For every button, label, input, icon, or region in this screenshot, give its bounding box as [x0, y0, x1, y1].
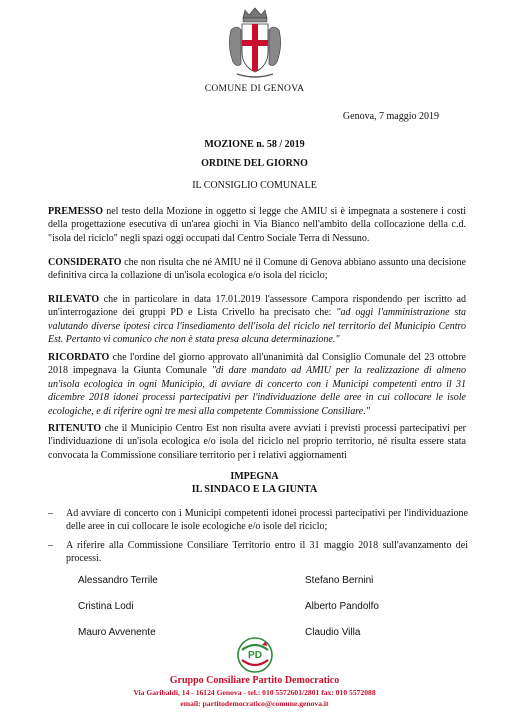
- signatory-right-3: Claudio Villa: [305, 627, 361, 638]
- signatory-right-2: Alberto Pandolfo: [305, 601, 379, 612]
- paragraph-rilevato: [48, 293, 466, 347]
- svg-text:PD: PD: [248, 650, 262, 661]
- paragraph-body: nel testo della Mozione in oggetto si legge che AMIU si è impegnata a sostenere i costi della progettazione esecutiva di un'area giochi in Via Bianco nell'ambito della collocazione della c.d. "isola del riciclo" negli spazi oggi occupati dal Centro Sociale Terra di Nessuno.: [48, 206, 466, 244]
- list-item-text: A riferire alla Commissione Consiliare Territorio entro il 31 maggio 2018 sull'avanzamento dei processi.: [66, 539, 468, 565]
- paragraph-considerato: [48, 256, 466, 283]
- footer-group-name: Gruppo Consiliare Partito Democratico: [169, 675, 340, 686]
- paragraph-body: che non risulta che né AMIU né il Comune di Genova abbiano assunto una decisione definitiva circa la collazione di un'isola ecologica e/o isola del riciclo;: [48, 257, 466, 282]
- paragraph-lead: CONSIDERATO: [48, 257, 122, 268]
- signatory-left-3: Mauro Avvenente: [78, 627, 156, 638]
- paragraph-quote: "ad oggi l'amministrazione sta valutando diverse ipotesi circa l'insediamento dell'isola del riciclo nel territorio del Municipio Centro Est. Pertanto vi comunico che non è stata presa alcuna determinazione.": [48, 307, 467, 346]
- pd-party-logo-icon: [232, 636, 278, 674]
- signatory-right-1: Stefano Bernini: [305, 575, 374, 586]
- commitment-heading-line2: IL SINDACO E LA GIUNTA: [191, 483, 318, 495]
- paragraph-quote: "di dare mandato ad AMIU per la realizzazione di almeno un'isola ecologica in ogni Municipio, di avviare di concerto con i Municipi competenti entro il 31 dicembre 2018 idonei processi partecipativi per l'individuazione delle aree in cui collocare le isole ecologiche, e di riferire ogni tre mesi alla competente Commissione Consiliare.": [48, 365, 466, 417]
- signatory-left-1: Alessandro Terrile: [78, 575, 158, 586]
- bullet-marker: –: [48, 508, 53, 519]
- genoa-coat-of-arms-icon: [225, 6, 285, 84]
- list-item: [48, 507, 468, 534]
- paragraph-ritenuto: [48, 422, 466, 462]
- paragraph-body: che in particolare in data 17.01.2019 l'assessore Campora rispondendo per iscritto ad un'interrogazione dei gruppi PD e Lista Crivello ha precisato che:: [48, 294, 466, 319]
- paragraph-premesso: [48, 205, 466, 245]
- commitment-list: [48, 507, 468, 571]
- document-subtitle: IL CONSIGLIO COMUNALE: [192, 180, 317, 191]
- signatory-left-2: Cristina Lodi: [78, 601, 134, 612]
- list-item-text: Ad avviare di concerto con i Municipi competenti idonei processi partecipativi per l'individuazione delle aree in cui collocare le isole ecologiche e/o isole del riciclo;: [66, 508, 468, 533]
- commitment-heading: [0, 471, 509, 496]
- footer-address: Via Garibaldi, 14 - 16124 Genova - tel.: 010 5572601/2801 fax: 010 5572088: [133, 688, 376, 697]
- paragraph-lead: RITENUTO: [48, 423, 102, 434]
- commitment-heading-line1: IMPEGNA: [230, 471, 279, 482]
- document-title: ORDINE DEL GIORNO: [201, 158, 308, 169]
- issuer-name: COMUNE DI GENOVA: [204, 84, 305, 94]
- paragraph-ricordato: [48, 351, 466, 418]
- footer-email: email: partitodemocratico@comune.genova.it: [180, 699, 329, 708]
- bullet-marker: –: [48, 539, 53, 551]
- document-date: Genova, 7 maggio 2019: [342, 111, 439, 122]
- paragraph-body: che il Municipio Centro Est non risulta avere avviati i previsti processi partecipativi per l'individuazione di un'isola ecologica e/o isola del riciclo nel proprio territorio, né risulta essere stata convocata la Commissione consiliare territorio per i relativi aggiornamenti: [48, 423, 466, 461]
- paragraph-lead: RICORDATO: [48, 352, 110, 363]
- paragraph-body: che l'ordine del giorno approvato all'unanimità dal Consiglio Comunale del 23 ottobre 2018 impegnava la Giunta Comunale: [48, 352, 466, 377]
- list-item: [48, 539, 468, 566]
- paragraph-lead: RILEVATO: [48, 294, 100, 305]
- paragraph-lead: PREMESSO: [48, 206, 104, 217]
- motion-number: MOZIONE n. 58 / 2019: [204, 139, 305, 150]
